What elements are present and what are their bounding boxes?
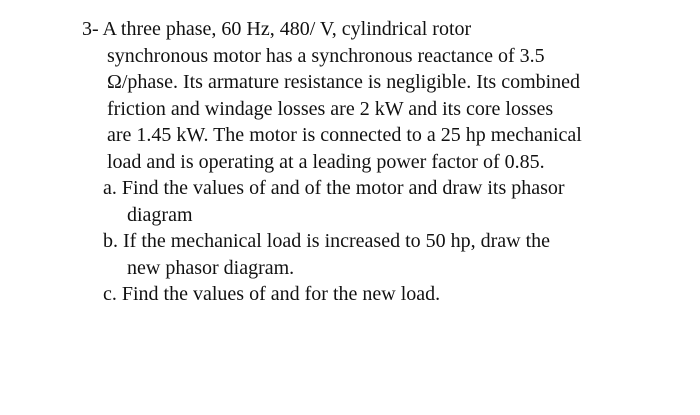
part-a xyxy=(82,175,682,228)
problem-stem-line: 3- A three phase, 60 Hz, 480/ V, cylindrical rotor xyxy=(82,18,472,40)
problem-stem-line: are 1.45 kW. The motor is connected to a 25 hp mechanical xyxy=(107,124,582,146)
part-b-line: b. If the mechanical load is increased to 50 hp, draw the xyxy=(103,230,551,252)
problem-statement xyxy=(82,16,682,308)
part-a-line: a. Find the values of and of the motor and draw its phasor xyxy=(103,177,565,199)
problem-stem-line: synchronous motor has a synchronous reactance of 3.5 xyxy=(107,44,545,67)
problem-stem-line: load and is operating at a leading power factor of 0.85. xyxy=(107,150,545,173)
part-b xyxy=(82,228,682,281)
problem-stem-line: Ω/phase. Its armature resistance is negligible. Its combined xyxy=(107,71,581,93)
part-a-line: diagram xyxy=(127,203,193,226)
part-c-line: c. Find the values of and for the new load. xyxy=(103,283,441,305)
part-c xyxy=(82,281,682,308)
problem-stem-line: friction and windage losses are 2 kW and its core losses xyxy=(107,97,554,120)
part-b-line: new phasor diagram. xyxy=(127,256,295,279)
